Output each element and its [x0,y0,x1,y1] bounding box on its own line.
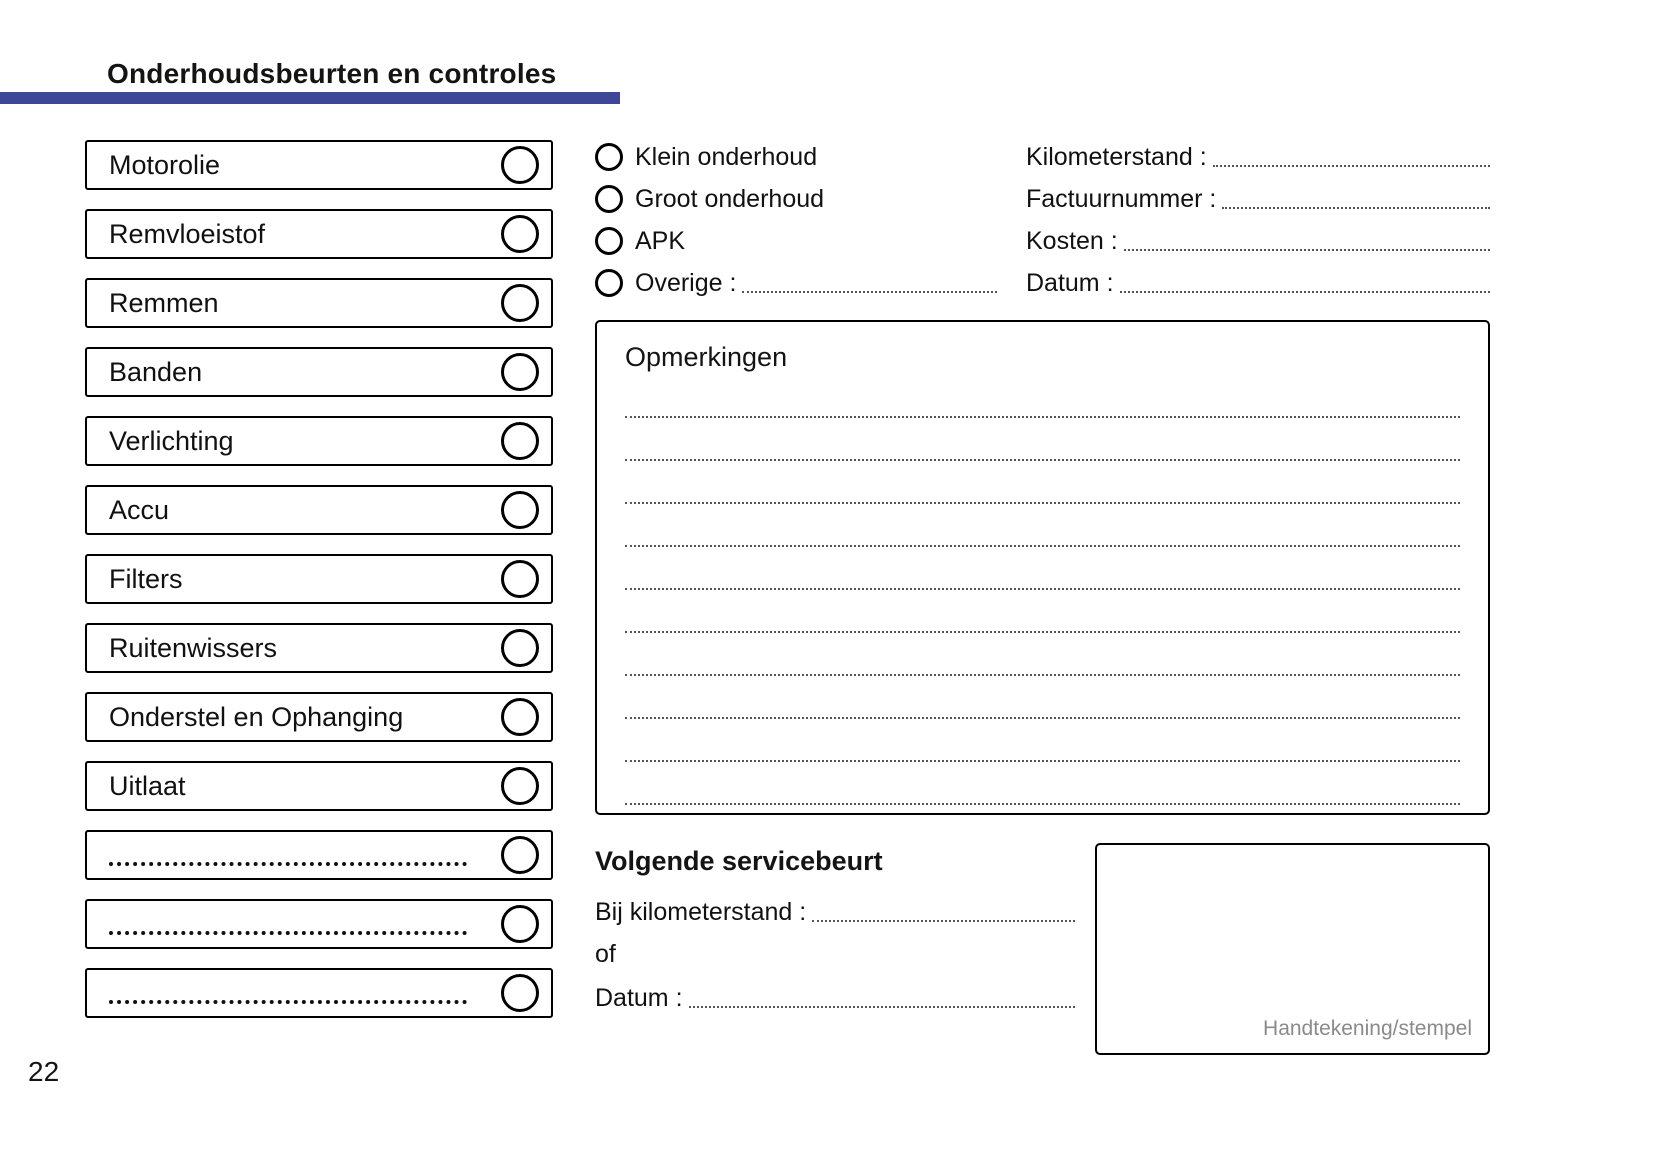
checklist-item-blank-2 [85,899,553,949]
blank-item-write-line[interactable] [109,1000,467,1004]
next-service-date [595,980,1075,1016]
checklist-item-filters [85,554,553,604]
checklist-item-label: Banden [109,356,203,387]
check-circle[interactable] [501,215,539,253]
blank-item-write-line[interactable] [109,931,467,935]
remarks-write-line[interactable] [625,590,1460,633]
next-mileage-label: Bij kilometerstand : [595,897,807,926]
remarks-write-line[interactable] [625,461,1460,504]
checklist-item-label: Motorolie [109,149,221,180]
checklist-item-label: Ruitenwissers [109,632,278,663]
service-type-label: APK [635,226,686,255]
remarks-write-line[interactable] [625,418,1460,461]
field-label: Datum : [1026,268,1114,297]
field-label: Kilometerstand : [1026,142,1207,171]
radio-circle[interactable] [595,185,623,213]
checklist-item-motorolie [85,140,553,190]
next-mileage-write-line[interactable] [812,920,1075,922]
remarks-write-line[interactable] [625,719,1460,762]
check-circle[interactable] [501,974,539,1012]
remarks-title: Opmerkingen [625,342,788,372]
signature-stamp-box[interactable] [1095,843,1490,1055]
title-underline-bar [0,92,620,104]
check-circle[interactable] [501,629,539,667]
radio-circle[interactable] [595,269,623,297]
next-service-mileage [595,894,1075,930]
check-circle[interactable] [501,905,539,943]
service-type-overige [595,262,997,304]
field-label: Factuurnummer : [1026,184,1217,213]
next-service-or: of [595,940,616,968]
check-circle[interactable] [501,560,539,598]
remarks-lines [625,375,1460,805]
page-number: 22 [28,1056,60,1087]
field-kilometerstand [1026,136,1490,178]
field-factuurnummer [1026,178,1490,220]
checklist-item-verlichting [85,416,553,466]
radio-circle[interactable] [595,143,623,171]
maintenance-checklist [85,140,553,1018]
remarks-write-line[interactable] [625,676,1460,719]
checklist-item-ruitenwissers [85,623,553,673]
checklist-item-label: Filters [109,563,183,594]
checklist-item-accu [85,485,553,535]
remarks-box [595,320,1490,815]
service-type-label: Klein onderhoud [635,142,818,171]
field-datum [1026,262,1490,304]
remarks-write-line[interactable] [625,762,1460,805]
check-circle[interactable] [501,146,539,184]
next-service-title: Volgende servicebeurt [595,846,883,876]
checklist-item-label: Uitlaat [109,770,186,801]
checklist-item-onderstel-en-ophanging [85,692,553,742]
remarks-write-line[interactable] [625,633,1460,676]
check-circle[interactable] [501,836,539,874]
checklist-item-remvloeistof [85,209,553,259]
blank-item-write-line[interactable] [109,862,467,866]
service-type-apk [595,220,997,262]
checklist-item-label: Onderstel en Ophanging [109,701,404,732]
checklist-item-uitlaat [85,761,553,811]
field-label: Kosten : [1026,226,1118,255]
checklist-item-remmen [85,278,553,328]
check-circle[interactable] [501,284,539,322]
check-circle[interactable] [501,353,539,391]
field-kosten [1026,220,1490,262]
check-circle[interactable] [501,698,539,736]
remarks-write-line[interactable] [625,375,1460,418]
kosten-write-line[interactable] [1124,249,1490,251]
checklist-item-label: Remvloeistof [109,218,266,249]
checklist-item-banden [85,347,553,397]
remarks-write-line[interactable] [625,504,1460,547]
kilometerstand-write-line[interactable] [1213,165,1490,167]
checklist-item-blank-1 [85,830,553,880]
check-circle[interactable] [501,491,539,529]
checklist-item-label: Verlichting [109,425,234,456]
signature-stamp-label: Handtekening/stempel [1263,1017,1472,1040]
checklist-item-label: Accu [109,494,170,525]
datum-write-line[interactable] [1120,291,1490,293]
service-type-groot-onderhoud [595,178,997,220]
checklist-item-blank-3 [85,968,553,1018]
check-circle[interactable] [501,767,539,805]
factuurnummer-write-line[interactable] [1222,207,1490,209]
service-type-label: Groot onderhoud [635,184,825,213]
record-fields [1026,136,1490,304]
next-date-write-line[interactable] [689,1006,1075,1008]
page-title: Onderhoudsbeurten en controles [107,58,557,89]
next-date-label: Datum : [595,983,683,1012]
radio-circle[interactable] [595,227,623,255]
service-type-options [595,136,997,304]
overige-write-line[interactable] [742,291,997,293]
checklist-item-label: Remmen [109,287,219,318]
service-type-klein-onderhoud [595,136,997,178]
remarks-write-line[interactable] [625,547,1460,590]
service-type-label: Overige : [635,268,737,297]
check-circle[interactable] [501,422,539,460]
